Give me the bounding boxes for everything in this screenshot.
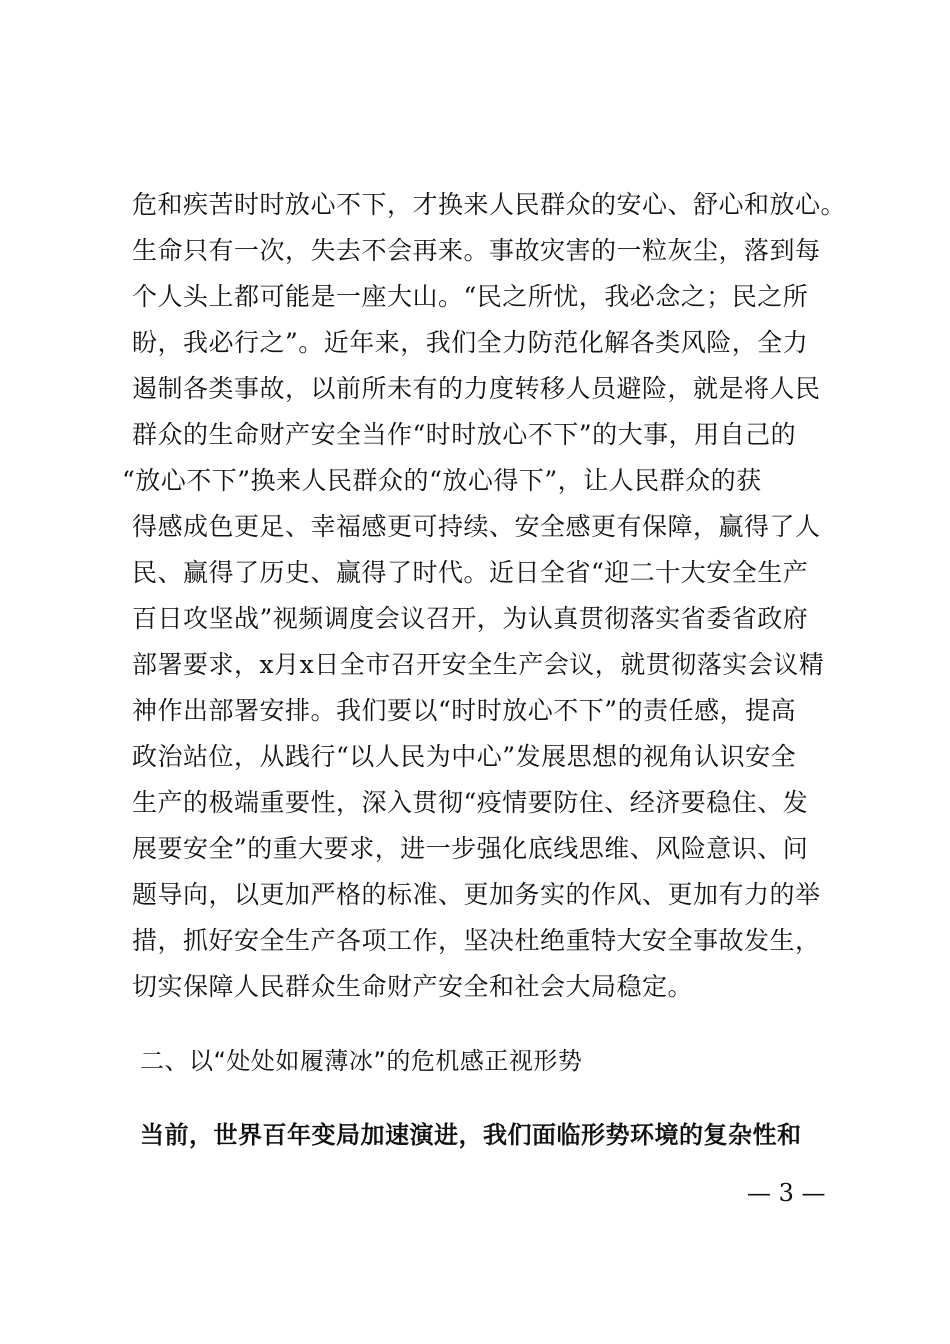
body-text-line: 切实保障人民群众生命财产安全和社会大局稳定。 — [132, 972, 694, 1001]
body-text-line: 民、赢得了历史、赢得了时代。近日全省“迎二十大安全生产 — [132, 558, 809, 587]
body-text-line: 个人头上都可能是一座大山。“民之所忧，我必念之；民之所 — [132, 282, 809, 311]
body-text-line: 遏制各类事故，以前所未有的力度转移人员避险，就是将人民 — [132, 374, 821, 403]
body-text-line: 生命只有一次，失去不会再来。事故灾害的一粒灰尘，落到每 — [132, 236, 821, 265]
body-text-line: 措，抓好安全生产各项工作，坚决杜绝重特大安全事故发生， — [132, 926, 821, 955]
body-text-line: 危和疾苦时时放心不下，才换来人民群众的安心、舒心和放心。 — [132, 190, 847, 219]
body-text-line: 展要安全”的重大要求，进一步强化底线思维、风险意识、问 — [132, 834, 809, 863]
page-number: — 3 — — [747, 1179, 826, 1207]
body-text-line: 百日攻坚战”视频调度会议召开，为认真贯彻落实省委省政府 — [132, 604, 809, 633]
body-text-line: 群众的生命财产安全当作“时时放心不下”的大事，用自己的 — [132, 420, 797, 449]
section-heading: 二、以“处处如履薄冰”的危机感正视形势 — [140, 1047, 583, 1075]
body-text-line: 盼，我必行之”。近年来，我们全力防范化解各类风险，全力 — [132, 328, 809, 357]
body-text-line: “放心不下”换来人民群众的“放心得下”，让人民群众的获 — [122, 466, 762, 495]
body-text-line: 神作出部署安排。我们要以“时时放心不下”的责任感，提高 — [132, 696, 797, 725]
body-text-line: 政治站位，从践行“以人民为中心”发展思想的视角认识安全 — [132, 742, 797, 771]
body-text-line: 得感成色更足、幸福感更可持续、安全感更有保障，赢得了人 — [132, 512, 821, 541]
body-text-line: 题导向，以更加严格的标准、更加务实的作风、更加有力的举 — [132, 880, 821, 909]
body-text-line: 生产的极端重要性，深入贯彻“疫情要防住、经济要稳住、发 — [132, 788, 809, 817]
body-text-line: 部署要求，x月x日全市召开安全生产会议，就贯彻落实会议精 — [132, 650, 825, 679]
bold-paragraph-line: 当前，世界百年变局加速演进，我们面临形势环境的复杂性和 — [140, 1121, 802, 1149]
